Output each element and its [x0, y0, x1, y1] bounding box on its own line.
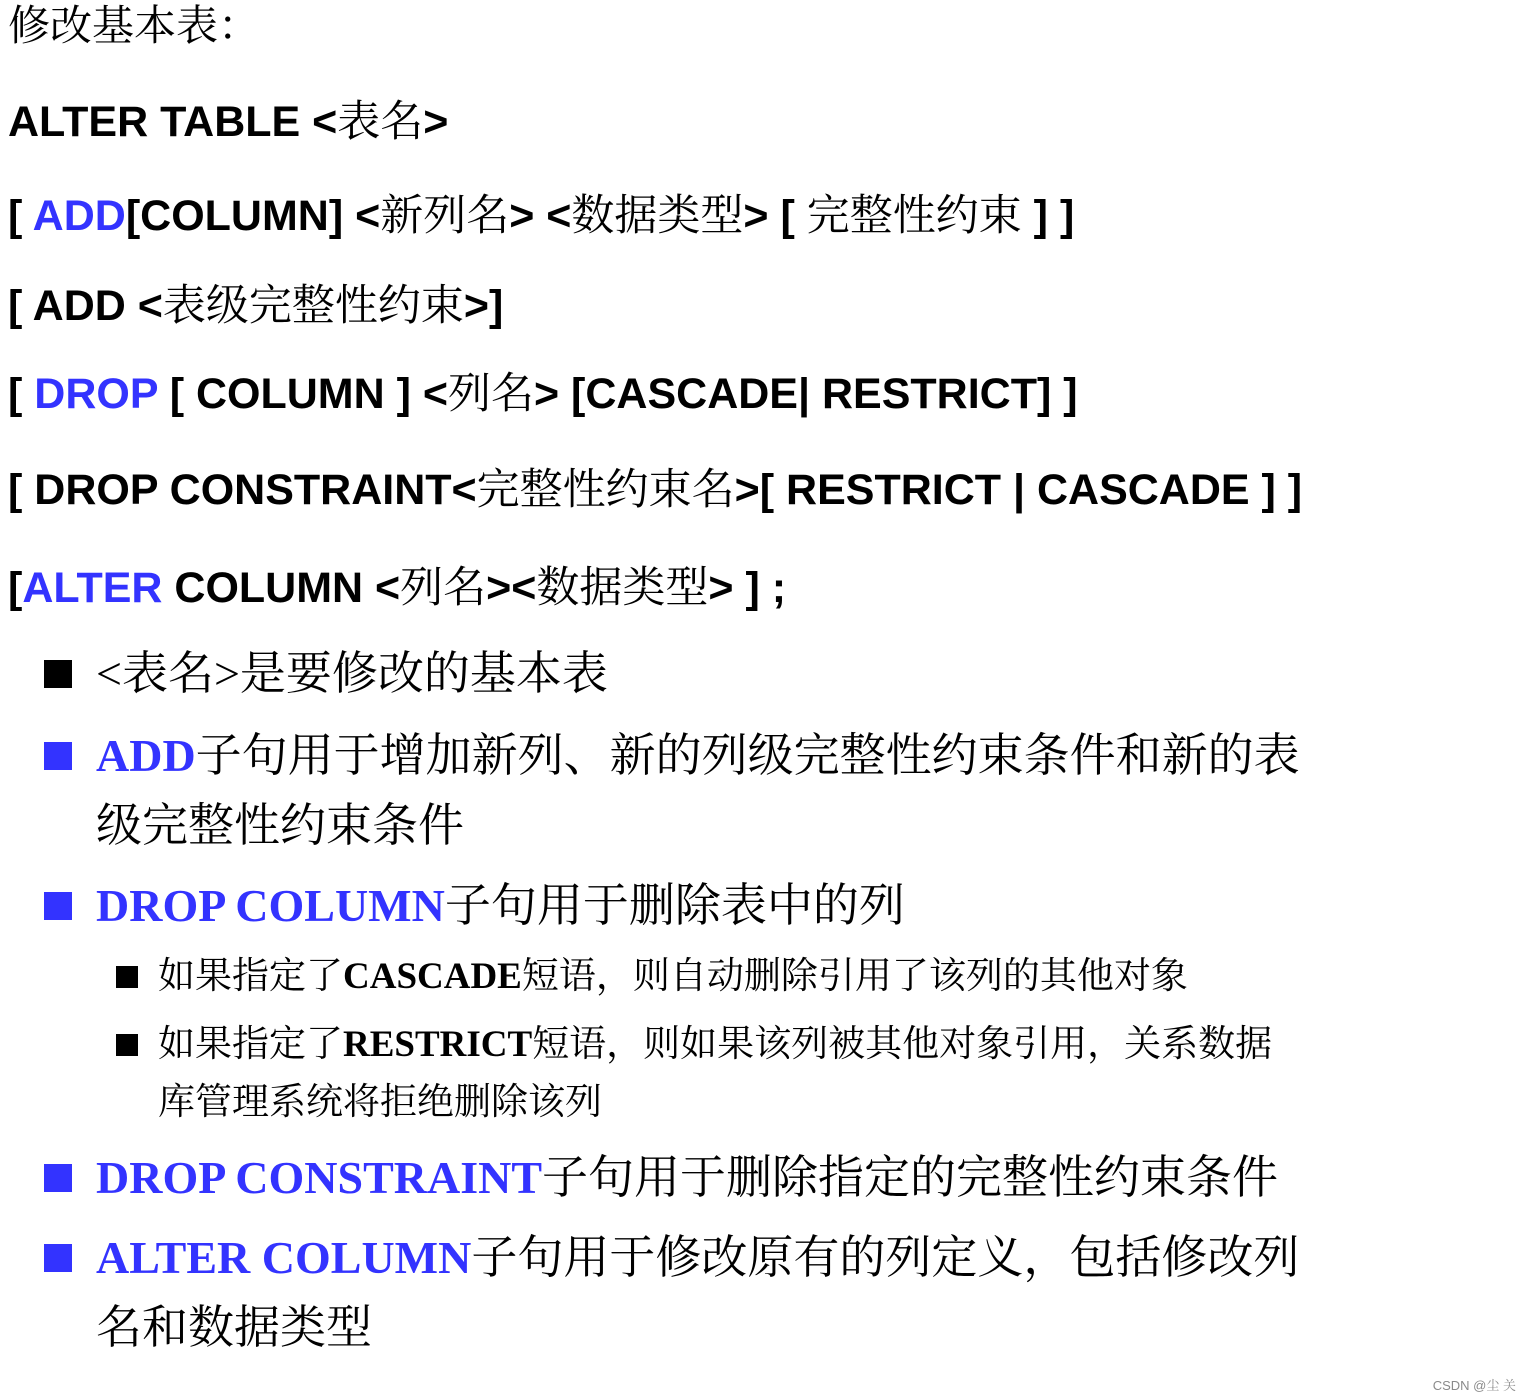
syntax-text: [ — [8, 564, 23, 612]
syntax-text: > < — [509, 192, 572, 240]
syntax-line-drop-column — [8, 368, 1078, 420]
bullet-text: 子句用于删除表中的列 — [444, 880, 905, 931]
bullet-text: 子句用于增加新列、新的列级完整性约束条件和新的表 — [195, 730, 1300, 781]
syntax-text: [ COLUMN ] < — [157, 370, 448, 418]
syntax-line-alter-column — [8, 562, 786, 614]
square-bullet-icon — [44, 660, 72, 688]
keyword-alter-column: ALTER COLUMN — [96, 1232, 472, 1283]
syntax-text: > [CASCADE| RESTRICT] ] — [533, 370, 1078, 418]
bullet-item-drop-column — [96, 872, 905, 940]
bullet-item-alter-column-continued: 名和数据类型 — [96, 1302, 372, 1353]
syntax-text: 表名 — [337, 98, 424, 146]
keyword-add: ADD — [96, 730, 196, 781]
syntax-line-add-constraint — [8, 280, 503, 332]
square-bullet-icon — [44, 892, 72, 920]
syntax-text: 数据类型 — [571, 192, 744, 240]
syntax-text: >] — [463, 282, 504, 330]
sub-item-cascade — [158, 948, 1188, 1006]
syntax-text: [COLUMN] < — [125, 192, 381, 240]
bullet-text: 如果指定了 — [158, 956, 343, 997]
syntax-keyword: ALTER — [22, 564, 163, 612]
bullet-item-drop-constraint — [96, 1144, 1278, 1212]
syntax-line-add-column — [8, 190, 1074, 242]
keyword-drop-column: DROP COLUMN — [96, 880, 445, 931]
bullet-item-alter-column — [96, 1224, 1299, 1292]
syntax-text: ALTER TABLE < — [8, 98, 338, 146]
keyword-drop-constraint: DROP CONSTRAINT — [96, 1152, 543, 1203]
small-square-bullet-icon — [116, 1034, 138, 1056]
syntax-text: COLUMN < — [162, 564, 401, 612]
bullet-item-add-continued: 级完整性约束条件 — [96, 800, 464, 851]
bullet-item-table-name: <表名>是要修改的基本表 — [96, 648, 608, 699]
syntax-keyword: DROP — [34, 370, 158, 418]
square-bullet-icon — [44, 1244, 72, 1272]
square-bullet-icon — [44, 1164, 72, 1192]
syntax-text: >[ RESTRICT | CASCADE ] ] — [734, 466, 1303, 514]
syntax-text: >< — [486, 564, 537, 612]
syntax-text: > — [423, 98, 449, 146]
small-square-bullet-icon — [116, 966, 138, 988]
syntax-text: > [ — [743, 192, 807, 240]
syntax-text: 表级完整性约束 — [162, 282, 464, 330]
sub-item-restrict — [158, 1016, 1272, 1074]
sub-item-restrict-continued: 库管理系统将拒绝删除该列 — [158, 1082, 602, 1123]
syntax-text: > ] ; — [708, 564, 787, 612]
syntax-text: [ — [8, 192, 33, 240]
bullet-text: 子句用于删除指定的完整性约束条件 — [542, 1152, 1279, 1203]
watermark: CSDN @尘 关 — [1432, 1378, 1516, 1393]
bullet-text: 短语，则自动删除引用了该列的其他对象 — [521, 956, 1188, 997]
syntax-text: 新列名 — [380, 192, 510, 240]
syntax-text: 列名 — [400, 564, 487, 612]
syntax-text: [ ADD < — [8, 282, 163, 330]
syntax-keyword: ADD — [32, 192, 126, 240]
syntax-text: ] ] — [1021, 192, 1075, 240]
syntax-text: 完整性约束 — [806, 192, 1022, 240]
syntax-line-alter-table — [8, 96, 448, 148]
syntax-text: 数据类型 — [536, 564, 709, 612]
bullet-text: 如果指定了 — [158, 1024, 343, 1065]
square-bullet-icon — [44, 742, 72, 770]
syntax-text: 列名 — [447, 370, 534, 418]
bullet-text: 子句用于修改原有的列定义，包括修改列 — [471, 1232, 1300, 1283]
keyword-restrict: RESTRICT — [343, 1024, 533, 1065]
bullet-text: 短语，则如果该列被其他对象引用，关系数据 — [532, 1024, 1273, 1065]
keyword-cascade: CASCADE — [343, 956, 522, 997]
syntax-line-drop-constraint — [8, 464, 1302, 516]
page-title: 修改基本表： — [8, 4, 261, 50]
syntax-text: [ — [8, 370, 35, 418]
syntax-text: 完整性约束名 — [476, 466, 735, 514]
syntax-text: [ DROP CONSTRAINT< — [8, 466, 477, 514]
bullet-item-add — [96, 722, 1300, 790]
